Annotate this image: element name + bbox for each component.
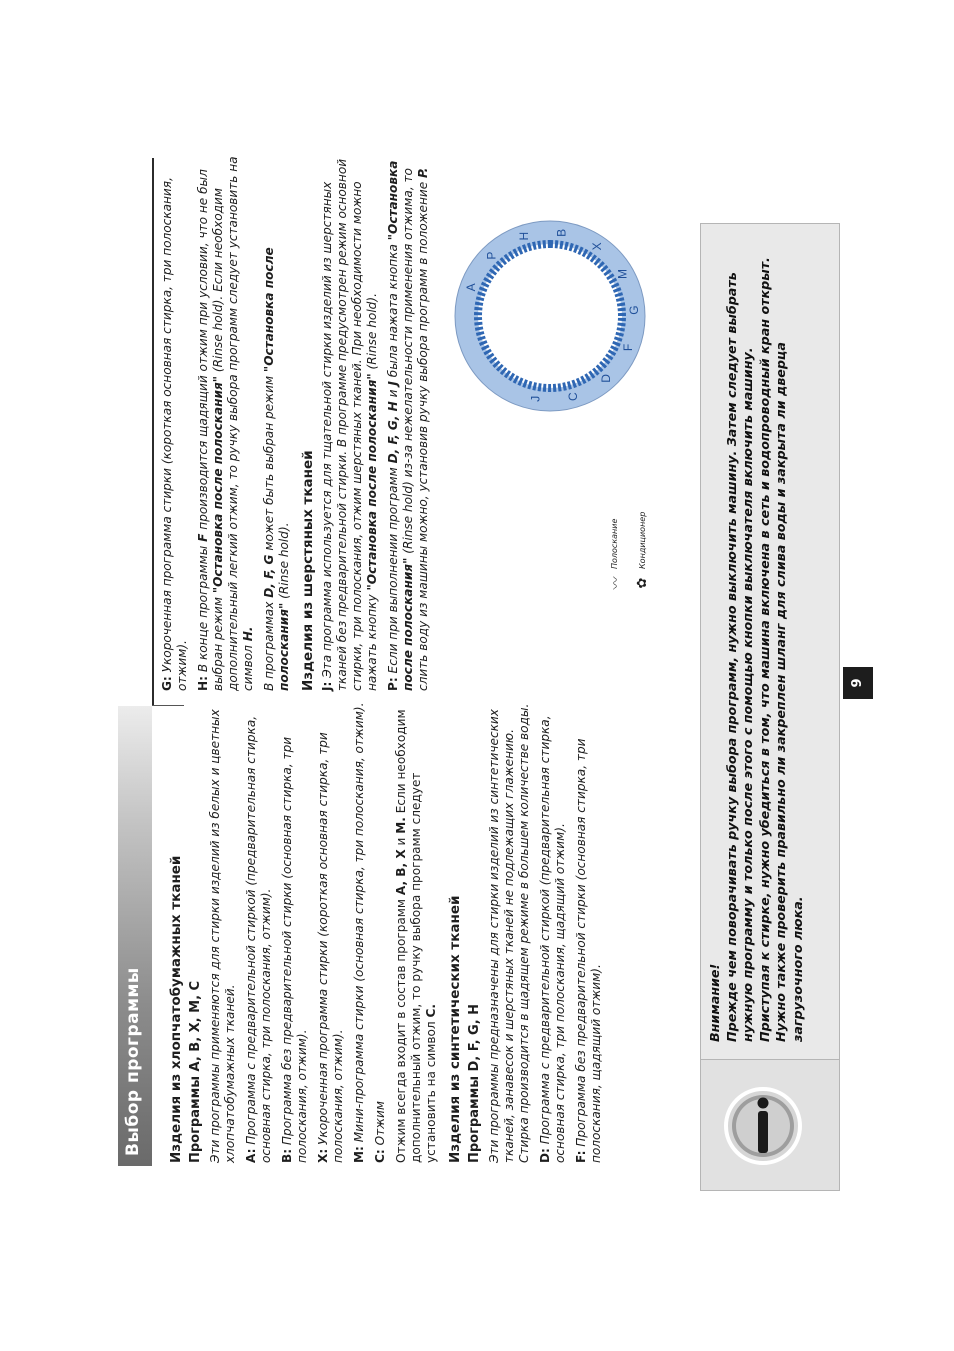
right-column (160, 156, 437, 691)
dial-label-x: X (590, 242, 604, 251)
synthetic-intro: Эти программы предназначены для стирки изделий из синтетических тканей, занавесок и шерстяных тканей не подлежащих глажению. Стирка производится в щадящем режиме в большем количестве воды. (487, 703, 531, 1163)
title-rule (152, 158, 154, 706)
dial-label-p: P (484, 251, 499, 260)
icon-legend (600, 512, 656, 591)
warning-line-3: Нужно также проверить правильно ли закреплен шланг для слива воды и закрыта ли дверца загрузочного люка. (773, 342, 805, 1042)
dial-label-g: G (626, 305, 641, 315)
left-column (160, 698, 610, 1163)
program-d: D: Программа с предварительной стиркой (предварительная стирка, основная стирка, три полоскания, щадящий отжим). (538, 715, 567, 1163)
rinse-hold-note: В программах D, F, G может быть выбран режим "Остановка после полоскания" (Rinse hold). (262, 247, 291, 691)
program-x: X: Укороченная программа стирки (короткая основная стирка, три полоскания, отжим). (316, 732, 345, 1163)
program-f: F: Программа без предварительной стирки (основная стирка, три полоскания, щадящий отжим). (574, 738, 603, 1163)
legend-rinse: 〰 Полоскание (600, 512, 628, 591)
program-g: G: Укороченная программа стирки (короткая основная стирка, три полоскания, отжим). (160, 177, 189, 691)
warning-line-1: Прежде чем поворачивать ручку выбора программ, нужно выключить машину. Затем следует выбрать нужную программу и только после этого с помощью кнопки выключателя включить машину. (723, 272, 755, 1042)
warning-icon-panel (701, 1059, 839, 1190)
program-m: M: Мини-программа стирки (основная стирка, три полоскания, отжим). (352, 702, 366, 1163)
program-a: A: Программа с предварительной стиркой (предварительная стирка, основная стирка, три полоскания, отжим). (244, 715, 273, 1163)
program-c: C: Отжим (373, 1100, 387, 1163)
wool-heading: Изделия из шерстяных тканей (300, 450, 316, 691)
cotton-heading: Изделия из хлопчатобумажных тканей (168, 855, 184, 1163)
synthetic-programs: Программы D, F, G, H (467, 1003, 482, 1163)
legend-softener: ✿ Кондиционер (628, 512, 656, 591)
warning-text (707, 242, 806, 1042)
dial-label-a: A (464, 283, 479, 292)
dial-label-b: B (554, 228, 569, 237)
page-number: 9 (843, 667, 873, 699)
program-dial[interactable] (450, 216, 650, 416)
program-p: P: Если при выполнении программ D, F, G, H и J была нажата кнопка "Остановка после полоскания" (Rinse hold) из-за нежелательности применения отжима, то слить воду из машины можно, установив ручку выбора программ в положение P. (386, 160, 430, 691)
warning-line-2: Приступая к стирке, нужно убедиться в том, что машина включена в сеть и водопроводный кран открыт. (756, 257, 772, 1042)
flower-icon: ✿ (634, 577, 650, 589)
dial-label-j: J (528, 395, 543, 402)
program-j: J: Эта программа используется для тщательной стирки изделий из шерстяных тканей без предварительной стирки. В программе предусмотрен режим основной стирки, три полоскания, отжим шерстяных тканей. При необходимости можно нажать кнопку "Остановка после полоскания" (Rinse hold). (320, 158, 379, 691)
dial-label-c: C (566, 392, 581, 402)
rinse-icon: 〰 (608, 576, 624, 590)
cotton-intro: Эти программы применяются для стирки изделий из белых и цветных хлопчатобумажных тканей. (208, 709, 237, 1163)
synthetic-heading: Изделия из синтетических тканей (447, 895, 463, 1163)
spin-note: Отжим всегда входит в состав программ A, B, X и M. Если необходим дополнительный отжим, то ручку выбора программ следует установить на символ C. (394, 709, 438, 1163)
dial-label-f: F (620, 343, 635, 352)
cotton-programs: Программы A, B, X, M, C (188, 980, 203, 1163)
dial-face (484, 250, 616, 382)
dial-label-m: M (615, 269, 630, 279)
dial-label-d: D (599, 374, 614, 383)
warning-box (700, 223, 840, 1191)
dial-label-h: H (517, 231, 531, 241)
page-title: Выбор программы (123, 967, 143, 1156)
title-bar (118, 706, 152, 1166)
exclamation-icon (723, 1086, 803, 1166)
warning-title: Внимание! (707, 963, 722, 1042)
program-h: H: В конце программы F производится щадящий отжим при условии, что не был выбран режим "Остановка после полоскания" (Rinse hold). Если необходим дополнительный легкий отжим, то ручку выбора программ следует установить на символ H. (196, 156, 255, 691)
program-b: B: Программа без предварительной стирки (основная стирка, три полоскания, отжим). (280, 736, 309, 1163)
